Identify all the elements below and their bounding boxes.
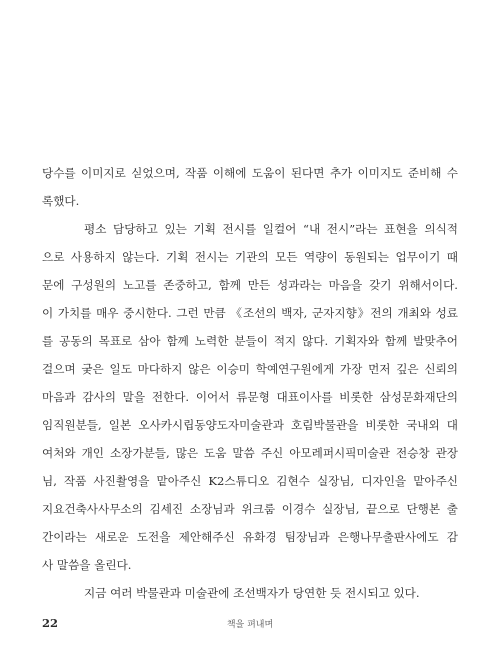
text-line: 간이라는 새로운 도전을 제안해주신 유화경 팀장님과 은행나무출판사에도 감 [42,530,458,544]
text-line: 님, 작품 사진촬영을 맡아주신 K2스튜디오 김현수 실장님, 디자인을 맡아주신 [42,474,458,488]
text-line: 록했다. [42,194,80,208]
text-line: 마음과 감사의 말을 전한다. 이어서 류문형 대표이사를 비롯한 삼성문화재단의 [42,390,458,404]
text-line: 문에 구성원의 노고를 존중하고, 함께 만든 성과라는 마음을 갖기 위해서이다. [42,278,458,292]
body-text [42,159,458,607]
running-footer-title: 책을 펴내며 [226,620,274,630]
text-line: 으로 사용하지 않는다. 기획 전시는 기관의 모든 역량이 동원되는 업무이기 때 [42,250,458,264]
text-line: 임직원분들, 일본 오사카시립동양도자미술관과 호림박물관을 비롯한 국내외 대 [42,418,458,432]
text-line: 당수를 이미지로 싣었으며, 작품 이해에 도움이 된다면 추가 이미지도 준비해 수 [42,166,458,180]
text-line: 여처와 개인 소장가분들, 많은 도움 말씀 주신 아모레퍼시픽미술관 전승창 관장 [42,446,458,460]
text-line: 를 공동의 목표로 삼아 함께 노력한 분들이 적지 않다. 기획자와 함께 발맞추어 [42,334,458,348]
text-line: 걸으며 궂은 일도 마다하지 않은 이승미 학예연구원에게 가장 먼저 깊은 신뢰의 [42,362,458,376]
text-line: 지요건축사사무소의 김세진 소장님과 위크룸 이경수 실장님, 끝으로 단행본 출 [42,502,458,516]
text-line: 이 가치를 매우 중시한다. 그런 만큼 《조선의 백자, 군자지향》전의 개최와 성료 [42,306,458,320]
text-line: 지금 여러 박물관과 미술관에 조선백자가 당연한 듯 전시되고 있다. [84,586,420,600]
text-line: 평소 담당하고 있는 기획 전시를 일컬어 “내 전시”라는 표현을 의식적 [84,222,458,236]
page-number: 22 [42,616,59,630]
text-line: 사 말씀을 올린다. [42,558,132,572]
